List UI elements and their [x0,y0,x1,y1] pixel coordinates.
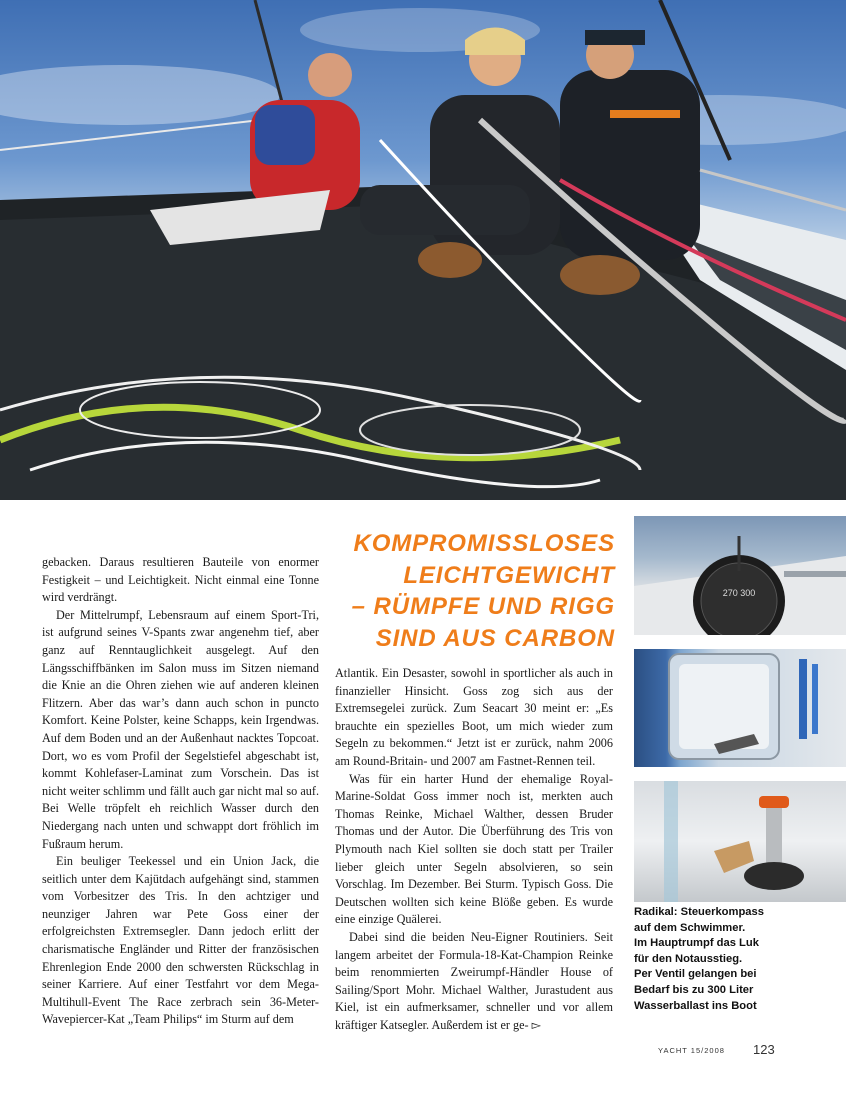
paragraph: Atlantik. Ein Desaster, sowohl in sportlicher als auch in finanzieller Hinsicht. Goss zog sich aus der Extremsegelei zurück. Zum Seacart 30 meint er: „Es brauchte ein spezielles Boot, um mich wieder zum Segeln zu bekommen.“ Jetzt ist er zurück, nahm 2006 am Round-Britain- und 2007 am Fastnet-Rennen teil. [335,666,613,768]
paragraph: gebacken. Daraus resultieren Bauteile von enormer Festigkeit – und Leichtigkeit. Nicht einmal eine Tonne wird verdrängt. [42,555,319,605]
caption-line: auf dem Schwimmer. [634,921,746,934]
caption-line: für den Notausstieg. [634,952,743,965]
caption-line: Im Hauptrumpf das Luk [634,937,759,950]
photo-valve [634,781,846,902]
headline-line: – RÜMPFE UND RIGG [351,593,615,620]
page-number: 123 [753,1042,775,1057]
hero-photo-illustration [0,0,846,500]
paragraph-text: Dabei sind die beiden Neu-Eigner Routiniers. Seit langem arbeitet der Formula-18-Kat-Champion Reinke beim renommierten Zweirumpf-Händler House of Sailing/Sport Mohr. Michael Walther, Jurastudent aus Kiel, ist ein aufmerksamer, schneller und vor allem kräftiger Katsegler. Außerdem ist er ge- [335,929,613,1032]
compass-readout: 270 300 [722,588,756,598]
hero-photo [0,0,846,500]
caption-line: Bedarf bis zu 300 Liter [634,983,754,996]
caption-line: Per Ventil gelangen bei [634,968,757,981]
valve-illustration [634,781,846,902]
headline-line: SIND AUS CARBON [375,624,615,652]
compass-illustration [634,516,846,635]
caption-line: Wasserballast ins Boot [634,999,757,1012]
body-column-2 [335,665,613,1034]
body-column-1 [42,554,319,1029]
magazine-issue: YACHT 15/2008 [658,1046,725,1055]
paragraph [335,929,613,1035]
paragraph: Der Mittelrumpf, Lebensraum auf einem Sport-Tri, ist aufgrund seines V-Spants zwar angenehm tief, aber ganz auf Renntauglichkeit ausgelegt. Auf den Längsschiffbänken im Salon muss im Sitzen niemand die Knie an die Ohren ziehen wie auf anderen kleinen Flitzern. Aber das war’s dann auch schon in puncto Komfort. Keine Polster, keine Schapps, kein Irgendwas. Auf dem Boden und an der Außenhaut nacktes Topcoat. Dort, wo es vom Profil der Segelstiefel abgeschabt ist, kommt Kohlefaser-Laminat zum Vorschein. Das ist nicht weiter schlimm und fällt auch gar nicht mal so auf. Bei Welle tröpfelt eh reichlich Wasser durch den Niedergang nach unten und schwappt dort fröhlich im Fußraum herum. [42,607,319,851]
headline [305,528,615,654]
photo-compass [634,516,846,635]
headline-line: LEICHTGEWICHT [403,561,615,589]
photo-hatch [634,649,846,767]
paragraph: Was für ein harter Hund der ehemalige Royal-Marine-Soldat Goss immer noch ist, merkten auch Thomas Reinke, Michael Walther, dessen Bruder Thomas und der Autor. Die Überführung des Tris von Plymouth nach Kiel sollten sie doch statt per Trailer lieber gleich unter Segeln absolvieren, so sein Vorschlag. Im Dezember. Bei Sturm. Typisch Goss. Die Deutschen wollten sich keine Blöße geben. Es wurde eine einzige Quälerei. [335,771,613,927]
continue-arrow-icon: ▻ [531,1017,541,1032]
caption-line: Radikal: Steuerkompass [634,906,764,918]
hatch-illustration [634,649,846,767]
photo-caption [634,905,844,1014]
headline-line: KOMPROMISSLOSES [353,530,615,557]
paragraph: Ein beuliger Teekessel und ein Union Jack, die seitlich unter dem Kajütdach aufgehängt sind, stammen vom Vorbesitzer des Tris. In den achtziger und neunziger Jahren war Pete Goss einer der erfolgreichsten Extremsegler. Dann jedoch erlitt der charismatische Engländer und Ritter der französischen Ehrenlegion Ende 2000 den schwersten Rückschlag in seiner Karriere. Auf einer Testfahrt vor dem Mega-Multihull-Event The Race zerbrach sein 36-Meter-Wavepiercer-Kat „Team Philips“ im Sturm auf dem [42,854,319,1027]
